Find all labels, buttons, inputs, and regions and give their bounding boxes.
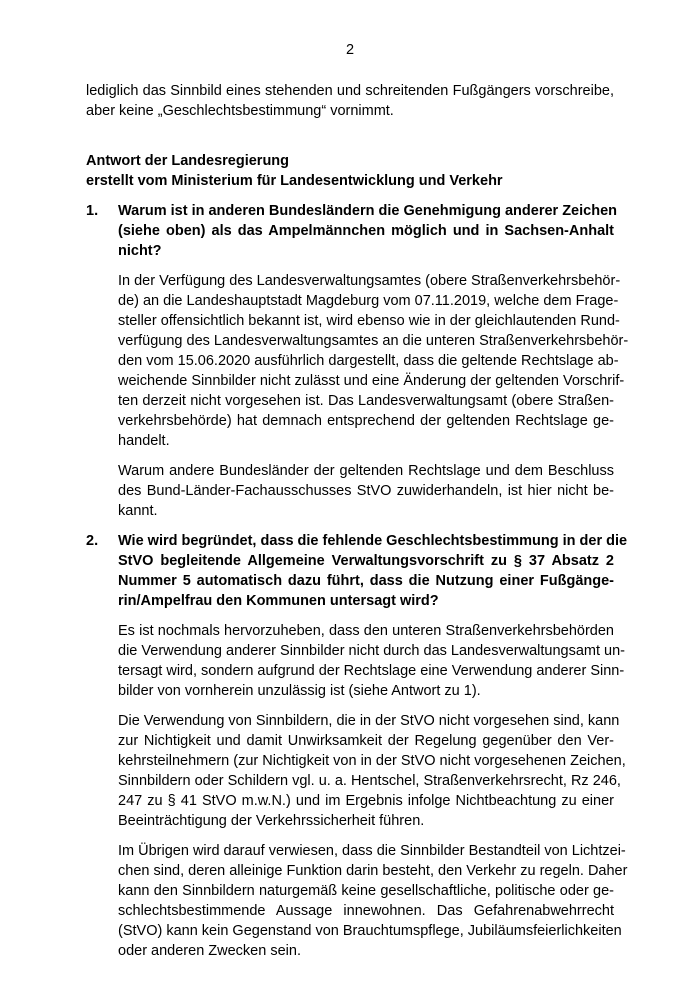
text-line: Im Übrigen wird darauf verwiesen, dass die Sinnbilder Bestandteil von Lichtzei- (118, 843, 626, 859)
question-text-line: (siehe oben) als das Ampelmännchen möglich und in Sachsen-Anhalt (118, 223, 614, 239)
text-line: steller offensichtlich bekannt ist, wird ebenso wie in der gleichlautenden Rund- (118, 313, 620, 329)
text-line: kannt. (118, 503, 158, 519)
text-line: verkehrsbehörde) hat demnach entsprechend der geltenden Rechtslage ge- (118, 413, 614, 429)
text-line: weichende Sinnbilder nicht zulässt und eine Änderung der geltenden Vorschrif- (118, 373, 625, 389)
text-line: des Bund-Länder-Fachausschusses StVO zuwiderhandeln, ist hier nicht be- (118, 483, 614, 499)
text-line: lediglich das Sinnbild eines stehenden und schreitenden Fußgängers vorschreibe, (86, 83, 614, 99)
text-line: Beeinträchtigung der Verkehrssicherheit führen. (118, 813, 425, 829)
question-text-line: StVO begleitende Allgemeine Verwaltungsvorschrift zu § 37 Absatz 2 (118, 553, 614, 569)
text-line: oder anderen Zwecken sein. (118, 943, 301, 959)
text-line: Es ist nochmals hervorzuheben, dass den unteren Straßenverkehrsbehörden (118, 623, 614, 639)
text-line: kann den Sinnbildern naturgemäß keine gesellschaftliche, politische oder ge- (118, 883, 614, 899)
text-line: In der Verfügung des Landesverwaltungsamtes (obere Straßenverkehrsbehör- (118, 273, 621, 289)
question-text-line: Warum ist in anderen Bundesländern die Genehmigung anderer Zeichen (118, 203, 617, 219)
text-line: aber keine „Geschlechtsbestimmung“ vornimmt. (86, 103, 394, 119)
text-line: den vom 15.06.2020 ausführlich dargestellt, dass die geltende Rechtslage ab- (118, 353, 619, 369)
text-line: kehrsteilnehmern (zur Nichtigkeit von in der StVO nicht vorgesehenen Zeichen, (118, 753, 626, 769)
answer-header-line: erstellt vom Ministerium für Landesentwicklung und Verkehr (86, 173, 503, 189)
text-line: Warum andere Bundesländer der geltenden Rechtslage und dem Beschluss (118, 463, 614, 479)
text-line: verfügung des Landesverwaltungsamtes an die unteren Straßenverkehrsbehör- (118, 333, 629, 349)
text-line: tersagt wird, sondern aufgrund der Rechtslage eine Verwendung anderer Sinn- (118, 663, 625, 679)
question-text-line: Wie wird begründet, dass die fehlende Geschlechtsbestimmung in der die (118, 533, 628, 549)
question-text-line: rin/Ampelfrau den Kommunen untersagt wird? (118, 593, 439, 609)
question-text-line: Nummer 5 automatisch dazu führt, dass die Nutzung einer Fußgänge- (118, 573, 614, 589)
question-text-line: nicht? (118, 243, 162, 259)
answer-header-line: Antwort der Landesregierung (86, 153, 290, 169)
text-line: ten derzeit nicht vorgesehen ist. Das Landesverwaltungsamt (obere Straßen- (118, 393, 614, 409)
text-line: chen sind, deren alleinige Funktion darin besteht, den Verkehr zu regeln. Daher (118, 863, 628, 879)
text-line: 247 zu § 41 StVO m.w.N.) und im Ergebnis infolge Nichtbeachtung zu einer (118, 793, 614, 809)
text-line: schlechtsbestimmende Aussage innewohnen. Das Gefahrenabwehrrecht (118, 903, 614, 919)
question-number: 2. (86, 533, 99, 549)
text-line: zur Nichtigkeit und damit Unwirksamkeit der Regelung gegenüber den Ver- (118, 733, 614, 749)
text-line: Die Verwendung von Sinnbildern, die in der StVO nicht vorgesehen sind, kann (118, 713, 620, 729)
text-line: die Verwendung anderer Sinnbilder nicht durch das Landesverwaltungsamt un- (118, 643, 626, 659)
text-line: handelt. (118, 433, 170, 449)
question-number: 1. (86, 203, 99, 219)
text-line: de) an die Landeshauptstadt Magdeburg vom 07.11.2019, welche dem Frage- (118, 293, 619, 309)
text-line: bilder von vornherein unzulässig ist (siehe Antwort zu 1). (118, 683, 481, 699)
text-line: Sinnbildern oder Schildern vgl. u. a. Hentschel, Straßenverkehrsrecht, Rz 246, (118, 773, 621, 789)
page-number: 2 (345, 42, 355, 58)
text-line: (StVO) kann kein Gegenstand von Brauchtumspflege, Jubiläumsfeierlichkeiten (118, 923, 622, 939)
